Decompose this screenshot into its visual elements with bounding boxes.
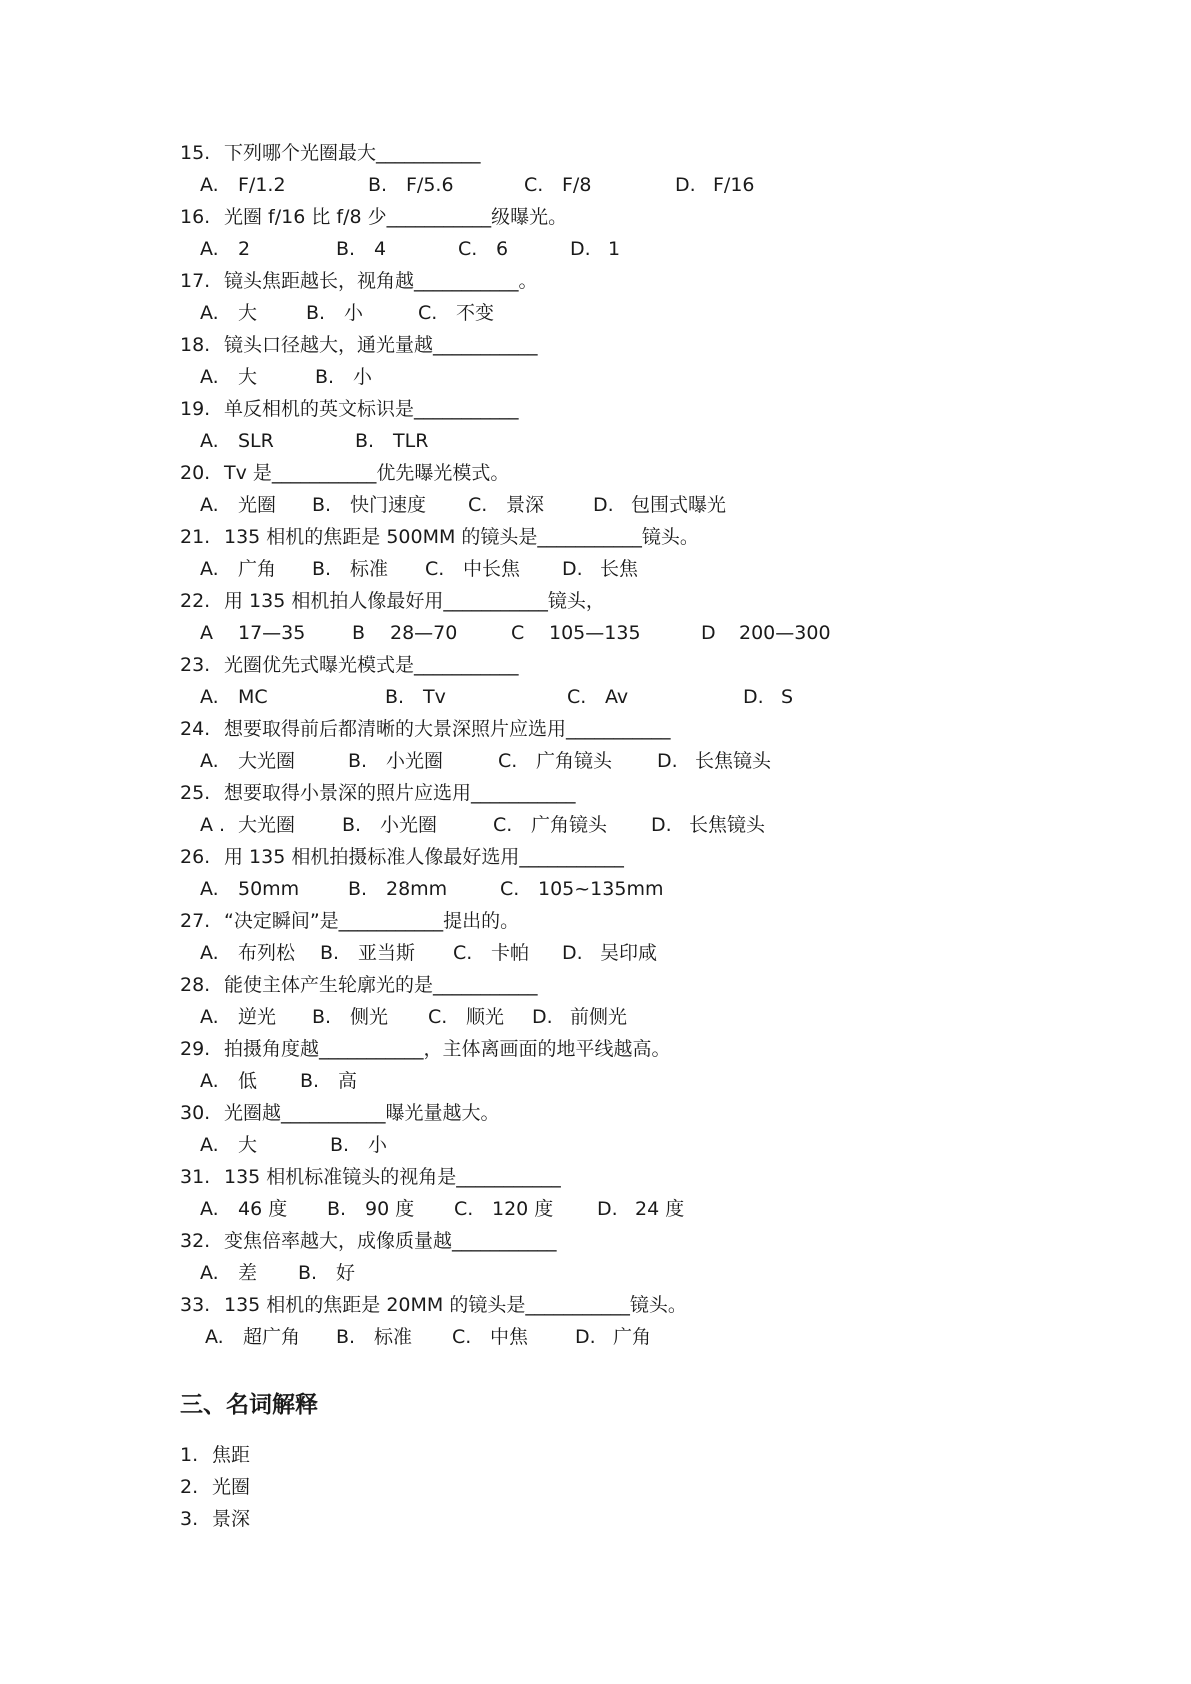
option-letter: C. — [468, 494, 488, 516]
question-number: 25. — [180, 782, 211, 804]
option-letter: D. — [562, 942, 583, 964]
answer-options — [0, 874, 1191, 904]
answer-options — [0, 682, 1191, 712]
option-text: 小光圈 — [380, 814, 438, 836]
question-number: 26. — [180, 846, 211, 868]
option-text: 大 — [238, 366, 258, 388]
question-stem: Tv 是___________优先曝光模式。 — [224, 462, 510, 484]
answer-option — [593, 490, 726, 520]
option-letter: C. — [524, 174, 544, 196]
question-stem: 镜头口径越大，通光量越___________ — [224, 334, 538, 356]
question-number: 27. — [180, 910, 211, 932]
question-text — [180, 394, 519, 424]
option-letter: A. — [200, 750, 219, 772]
answer-option — [200, 938, 295, 968]
option-letter: B. — [312, 558, 332, 580]
option-text: 广角 — [238, 558, 277, 580]
option-letter: D — [701, 622, 716, 644]
option-letter: D. — [651, 814, 672, 836]
option-text: 46 度 — [238, 1198, 288, 1220]
answer-option — [312, 1002, 388, 1032]
answer-option — [355, 426, 428, 456]
answer-option — [493, 810, 607, 840]
answer-option — [306, 298, 363, 328]
option-letter: D. — [593, 494, 614, 516]
answer-options — [0, 554, 1191, 584]
option-text: 105—135 — [549, 622, 641, 644]
answer-option — [300, 1066, 357, 1096]
option-letter: A. — [200, 878, 219, 900]
option-letter: A . — [200, 814, 226, 836]
answer-option — [458, 234, 508, 264]
answer-options — [0, 938, 1191, 968]
answer-option — [200, 810, 295, 840]
option-text: 吴印咸 — [600, 942, 658, 964]
question-text — [180, 522, 699, 552]
question-text — [180, 970, 538, 1000]
option-text: 好 — [336, 1262, 356, 1284]
option-text: 卡帕 — [491, 942, 530, 964]
option-letter: A. — [200, 174, 219, 196]
answer-option — [200, 746, 295, 776]
answer-option — [562, 554, 638, 584]
option-letter: B. — [385, 686, 405, 708]
option-letter: A. — [200, 1134, 219, 1156]
question-stem: 用 135 相机拍人像最好用___________镜头， — [224, 590, 605, 612]
answer-option — [500, 874, 663, 904]
option-text: 105~135mm — [538, 878, 664, 900]
option-text: 广角镜头 — [536, 750, 613, 772]
option-text: 差 — [238, 1262, 258, 1284]
answer-option — [657, 746, 771, 776]
answer-options — [0, 490, 1191, 520]
option-text: F/1.2 — [238, 174, 286, 196]
question-number: 22. — [180, 590, 211, 612]
question-number: 23. — [180, 654, 211, 676]
question-text — [180, 906, 519, 936]
answer-options — [0, 810, 1191, 840]
question-number: 15. — [180, 142, 211, 164]
option-letter: B. — [315, 366, 335, 388]
option-text: 28—70 — [390, 622, 458, 644]
question-text — [180, 202, 567, 232]
question-text — [180, 778, 576, 808]
option-text: 侧光 — [350, 1006, 389, 1028]
term-number: 1. — [180, 1444, 199, 1466]
answer-option — [205, 1322, 300, 1352]
option-letter: B. — [368, 174, 388, 196]
answer-option — [200, 1002, 276, 1032]
option-letter: C. — [454, 1198, 474, 1220]
question-stem: 135 相机的焦距是 20MM 的镜头是___________镜头。 — [224, 1294, 687, 1316]
option-text: 长焦镜头 — [695, 750, 772, 772]
option-text: 120 度 — [492, 1198, 554, 1220]
option-letter: D. — [575, 1326, 596, 1348]
option-letter: B. — [312, 1006, 332, 1028]
answer-option — [418, 298, 494, 328]
option-letter: B. — [298, 1262, 318, 1284]
answer-option — [452, 1322, 528, 1352]
question-stem: 镜头焦距越长，视角越___________。 — [224, 270, 538, 292]
answer-options — [0, 1322, 1191, 1352]
option-letter: A. — [200, 558, 219, 580]
question-stem: 想要取得前后都清晰的大景深照片应选用___________ — [224, 718, 671, 740]
option-letter: C. — [452, 1326, 472, 1348]
answer-option — [298, 1258, 355, 1288]
option-text: 中长焦 — [463, 558, 521, 580]
option-text: 前侧光 — [570, 1006, 628, 1028]
answer-option — [701, 618, 831, 648]
answer-option — [200, 1258, 257, 1288]
answer-option — [743, 682, 793, 712]
option-text: 中焦 — [490, 1326, 529, 1348]
question-text — [180, 1162, 561, 1192]
answer-option — [200, 426, 274, 456]
answer-option — [453, 938, 529, 968]
answer-options — [0, 746, 1191, 776]
answer-option — [312, 554, 388, 584]
option-text: TLR — [393, 430, 429, 452]
answer-option — [320, 938, 415, 968]
question-text — [180, 714, 671, 744]
option-letter: B. — [312, 494, 332, 516]
option-letter: C. — [567, 686, 587, 708]
answer-options — [0, 1194, 1191, 1224]
answer-option — [336, 1322, 412, 1352]
question-stem: 拍摄角度越___________，主体离画面的地平线越高。 — [224, 1038, 671, 1060]
option-letter: B. — [342, 814, 362, 836]
question-text — [180, 458, 509, 488]
option-letter: A. — [200, 366, 219, 388]
answer-option — [498, 746, 612, 776]
question-number: 19. — [180, 398, 211, 420]
option-text: 长焦镜头 — [689, 814, 766, 836]
answer-option — [315, 362, 372, 392]
question-text — [180, 330, 538, 360]
question-number: 30. — [180, 1102, 211, 1124]
answer-options — [0, 298, 1191, 328]
option-letter: B. — [300, 1070, 320, 1092]
answer-options — [0, 1258, 1191, 1288]
option-letter: C. — [453, 942, 473, 964]
answer-option — [200, 682, 268, 712]
option-letter: A. — [205, 1326, 224, 1348]
option-text: 大光圈 — [238, 814, 296, 836]
option-text: 90 度 — [365, 1198, 415, 1220]
option-text: 光圈 — [238, 494, 277, 516]
question-number: 31. — [180, 1166, 211, 1188]
question-number: 24. — [180, 718, 211, 740]
answer-options — [0, 362, 1191, 392]
question-stem: 用 135 相机拍摄标准人像最好选用___________ — [224, 846, 624, 868]
answer-options — [0, 234, 1191, 264]
answer-option — [200, 1130, 257, 1160]
option-letter: A. — [200, 1262, 219, 1284]
option-text: 长焦 — [600, 558, 639, 580]
question-stem: 想要取得小景深的照片应选用___________ — [224, 782, 576, 804]
option-letter: A. — [200, 238, 219, 260]
answer-option — [532, 1002, 627, 1032]
question-number: 20. — [180, 462, 211, 484]
question-stem: 光圈越___________曝光量越大。 — [224, 1102, 500, 1124]
option-text: 景深 — [506, 494, 545, 516]
answer-option — [425, 554, 520, 584]
answer-option — [327, 1194, 414, 1224]
option-letter: D. — [562, 558, 583, 580]
section-heading: 三、名词解释 — [180, 1392, 318, 1418]
option-text: 不变 — [456, 302, 495, 324]
question-text — [180, 1034, 671, 1064]
answer-option — [200, 1194, 287, 1224]
answer-option — [567, 682, 628, 712]
answer-option — [562, 938, 657, 968]
option-text: 快门速度 — [350, 494, 427, 516]
term-number: 3. — [180, 1508, 199, 1530]
option-text: 2 — [238, 238, 251, 260]
answer-option — [200, 554, 276, 584]
option-letter: C — [511, 622, 525, 644]
answer-option — [200, 298, 257, 328]
question-text — [180, 586, 605, 616]
option-text: 布列松 — [238, 942, 296, 964]
question-stem: “决定瞬间”是___________提出的。 — [224, 910, 520, 932]
answer-options — [0, 1066, 1191, 1096]
answer-option — [511, 618, 641, 648]
option-letter: A. — [200, 430, 219, 452]
question-stem: 能使主体产生轮廓光的是___________ — [224, 974, 538, 996]
option-text: 小光圈 — [386, 750, 444, 772]
question-stem: 变焦倍率越大，成像质量越___________ — [224, 1230, 557, 1252]
answer-option — [651, 810, 765, 840]
answer-options — [0, 170, 1191, 200]
question-number: 33. — [180, 1294, 211, 1316]
option-text: 28mm — [386, 878, 448, 900]
option-text: F/16 — [713, 174, 755, 196]
term-text: 焦距 — [212, 1444, 251, 1466]
term-item — [180, 1472, 250, 1502]
answer-option — [330, 1130, 387, 1160]
option-letter: D. — [532, 1006, 553, 1028]
option-letter: A. — [200, 686, 219, 708]
option-letter: D. — [675, 174, 696, 196]
term-text: 景深 — [212, 1508, 251, 1530]
option-letter: B. — [330, 1134, 350, 1156]
question-stem: 135 相机标准镜头的视角是___________ — [224, 1166, 561, 1188]
option-letter: D. — [743, 686, 764, 708]
question-stem: 光圈优先式曝光模式是___________ — [224, 654, 519, 676]
option-text: 4 — [374, 238, 387, 260]
option-text: F/5.6 — [406, 174, 454, 196]
answer-option — [352, 618, 457, 648]
answer-option — [570, 234, 620, 264]
option-letter: A — [200, 622, 213, 644]
answer-option — [312, 490, 426, 520]
option-text: 24 度 — [635, 1198, 685, 1220]
option-text: MC — [238, 686, 268, 708]
question-stem: 光圈 f/16 比 f/8 少___________级曝光。 — [224, 206, 568, 228]
option-text: 17—35 — [238, 622, 306, 644]
option-text: 大 — [238, 302, 258, 324]
term-item — [180, 1440, 250, 1470]
option-letter: C. — [418, 302, 438, 324]
option-letter: B. — [348, 878, 368, 900]
option-text: 包围式曝光 — [631, 494, 727, 516]
question-text — [180, 1226, 557, 1256]
question-number: 28. — [180, 974, 211, 996]
option-letter: A. — [200, 1006, 219, 1028]
question-number: 17. — [180, 270, 211, 292]
option-text: 逆光 — [238, 1006, 277, 1028]
option-letter: B. — [355, 430, 375, 452]
option-letter: B. — [336, 1326, 356, 1348]
answer-options — [0, 426, 1191, 456]
answer-option — [428, 1002, 504, 1032]
answer-option — [468, 490, 544, 520]
answer-option — [200, 618, 305, 648]
option-text: 顺光 — [466, 1006, 505, 1028]
option-text: 大光圈 — [238, 750, 296, 772]
question-text — [180, 266, 538, 296]
answer-option — [200, 170, 286, 200]
option-text: 标准 — [374, 1326, 413, 1348]
question-number: 32. — [180, 1230, 211, 1252]
question-text — [180, 650, 519, 680]
answer-option — [597, 1194, 684, 1224]
answer-option — [348, 746, 443, 776]
option-text: 小 — [353, 366, 373, 388]
answer-option — [200, 490, 276, 520]
question-stem: 下列哪个光圈最大___________ — [224, 142, 481, 164]
option-text: 小 — [368, 1134, 388, 1156]
answer-option — [454, 1194, 553, 1224]
option-letter: C. — [493, 814, 513, 836]
option-text: SLR — [238, 430, 274, 452]
option-text: Tv — [423, 686, 446, 708]
question-number: 18. — [180, 334, 211, 356]
answer-option — [524, 170, 591, 200]
option-text: 亚当斯 — [358, 942, 416, 964]
option-text: 大 — [238, 1134, 258, 1156]
answer-options — [0, 618, 1191, 648]
option-letter: C. — [500, 878, 520, 900]
option-text: 1 — [608, 238, 621, 260]
option-text: 标准 — [350, 558, 389, 580]
option-text: Av — [605, 686, 629, 708]
question-stem: 单反相机的英文标识是___________ — [224, 398, 519, 420]
option-letter: B. — [306, 302, 326, 324]
option-text: 50mm — [238, 878, 300, 900]
option-letter: B. — [336, 238, 356, 260]
option-letter: B. — [327, 1198, 347, 1220]
option-text: 广角镜头 — [531, 814, 608, 836]
option-text: 小 — [344, 302, 364, 324]
answer-option — [575, 1322, 651, 1352]
answer-option — [368, 170, 454, 200]
option-letter: B. — [320, 942, 340, 964]
answer-options — [0, 1002, 1191, 1032]
answer-option — [200, 234, 250, 264]
option-letter: C. — [458, 238, 478, 260]
option-letter: A. — [200, 302, 219, 324]
option-text: 超广角 — [243, 1326, 301, 1348]
option-text: 广角 — [613, 1326, 652, 1348]
option-letter: C. — [425, 558, 445, 580]
question-stem: 135 相机的焦距是 500MM 的镜头是___________镜头。 — [224, 526, 699, 548]
question-number: 21. — [180, 526, 211, 548]
option-letter: B — [352, 622, 366, 644]
term-text: 光圈 — [212, 1476, 251, 1498]
option-letter: D. — [570, 238, 591, 260]
question-text — [180, 1290, 687, 1320]
question-text — [180, 1098, 500, 1128]
option-text: 200—300 — [739, 622, 831, 644]
option-text: F/8 — [562, 174, 592, 196]
term-item — [180, 1504, 250, 1534]
option-letter: A. — [200, 1070, 219, 1092]
answer-option — [348, 874, 447, 904]
answer-options — [0, 1130, 1191, 1160]
option-text: 高 — [338, 1070, 358, 1092]
option-letter: A. — [200, 494, 219, 516]
option-letter: A. — [200, 942, 219, 964]
answer-option — [336, 234, 386, 264]
option-letter: C. — [428, 1006, 448, 1028]
option-letter: B. — [348, 750, 368, 772]
option-letter: A. — [200, 1198, 219, 1220]
option-text: 低 — [238, 1070, 258, 1092]
question-text — [180, 138, 481, 168]
term-number: 2. — [180, 1476, 199, 1498]
answer-option — [342, 810, 437, 840]
answer-option — [675, 170, 755, 200]
option-letter: D. — [597, 1198, 618, 1220]
answer-option — [385, 682, 446, 712]
answer-option — [200, 874, 299, 904]
option-letter: C. — [498, 750, 518, 772]
option-text: 6 — [496, 238, 509, 260]
question-text — [180, 842, 624, 872]
question-number: 29. — [180, 1038, 211, 1060]
answer-option — [200, 362, 257, 392]
question-number: 16. — [180, 206, 211, 228]
answer-option — [200, 1066, 257, 1096]
option-text: S — [781, 686, 794, 708]
option-letter: D. — [657, 750, 678, 772]
